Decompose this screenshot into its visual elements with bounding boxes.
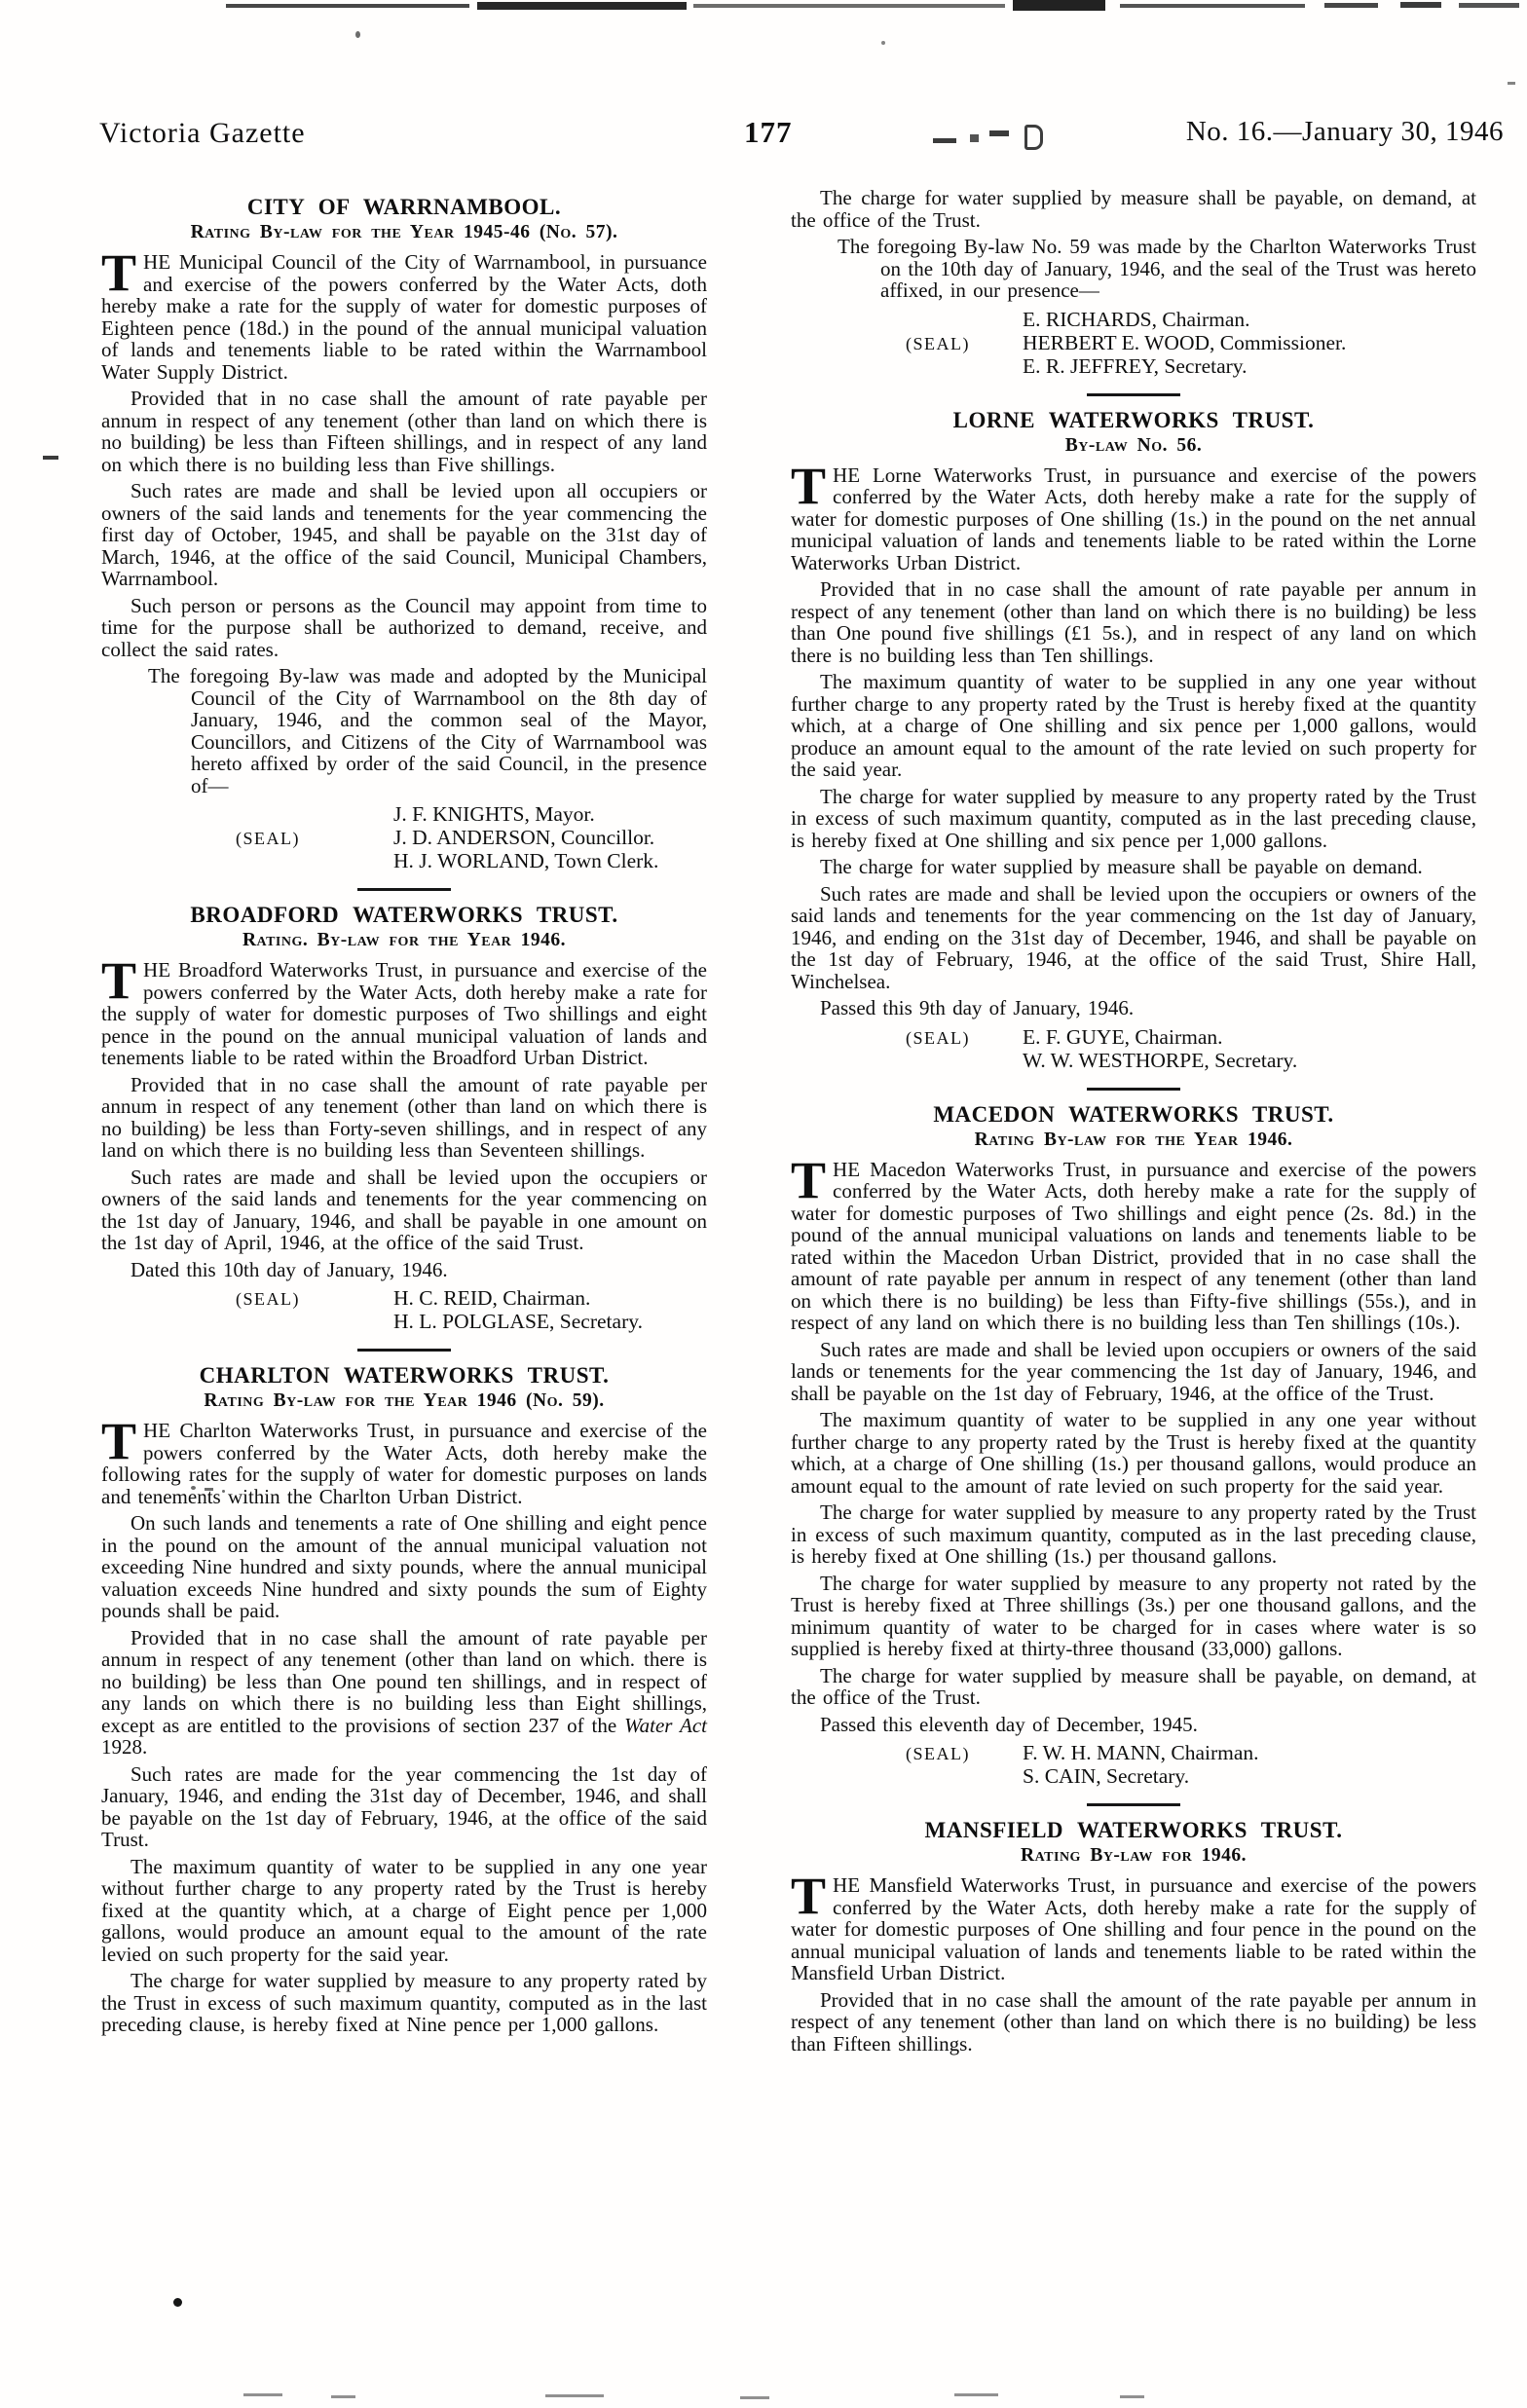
section-divider (1087, 393, 1180, 396)
paragraph (791, 1339, 1476, 1405)
scan-artifact (331, 2395, 355, 2398)
signature-block (791, 1025, 1476, 1072)
text-columns (101, 187, 1476, 2059)
drop-cap: T (791, 1867, 827, 1925)
paragraph-text: HE Macedon Waterworks Trust, in pursuance and exercise of the powers conferred by the Water Acts, doth hereby make a rate for the supply of water for domestic purposes of Two shillings and eight pence (2s. 8d.) in the pound of the annual municipal valuations on lands and tenements liable to be rated within the Macedon Urban District, provided that in no case shall the amount of rate payable per annum in respect of any tenement (other than land on which there is no building) be less than Fifty-five shillings (55s.), and in respect of any land on which there is no building less than Ten shillings (10s.). (791, 1157, 1476, 1334)
section-title: BROADFORD WATERWORKS TRUST. (190, 903, 618, 927)
paragraph-text: Such rates are made for the year commencing the 1st day of January, 1946, and ending the 31st day of December, 1946, and shall be payable on the 1st day of February, 1946, at the office of the said Trust. (101, 1761, 707, 1851)
drop-cap: T (791, 1150, 827, 1209)
paragraph (791, 671, 1476, 781)
scan-artifact (1013, 0, 1105, 11)
section-title: LORNE WATERWORKS TRUST. (952, 407, 1315, 432)
scan-artifact (1120, 2395, 1144, 2398)
scan-artifact (1024, 125, 1043, 150)
drop-cap: T (101, 1412, 137, 1470)
section-subtitle: Rating. By-law for the Year 1946. (242, 930, 567, 950)
signatory-name: F. W. H. MANN, Chairman. (1023, 1741, 1259, 1764)
section-divider (357, 888, 451, 891)
drop-cap: T (101, 243, 137, 302)
section-divider (357, 1349, 451, 1352)
paragraph (101, 388, 707, 475)
attestation-paragraph (148, 664, 707, 797)
signatory-name: J. D. ANDERSON, Councillor. (393, 826, 655, 849)
signatory-name: H. L. POLGLASE, Secretary. (393, 1310, 643, 1333)
section-subtitle: Rating By-law for the Year 1945-46 (No. 57). (190, 222, 618, 242)
paragraph (791, 1150, 1476, 1334)
paragraph (101, 595, 707, 661)
paragraph (791, 786, 1476, 852)
scan-artifact (1459, 3, 1519, 8)
paragraph-text: Such person or persons as the Council may appoint from time to time for the purpose shall be authorized to demand, receive, and collect the said rates. (101, 593, 707, 661)
paragraph-text: The charge for water supplied by measure to any property rated by the Trust in excess of such maximum quantity, computed as in the last preceding clause, is hereby fixed at One shilling and six pence per 1,000 gallons. (791, 784, 1476, 852)
act-name-italic: Water Act (624, 1713, 707, 1737)
section-title: MACEDON WATERWORKS TRUST. (933, 1101, 1334, 1127)
paragraph (791, 1501, 1476, 1568)
paragraph-text: Passed this 9th day of January, 1946. (820, 996, 1135, 1019)
section-title: CITY OF WARRNAMBOOL. (246, 195, 562, 219)
scan-artifact (933, 138, 956, 143)
scan-artifact (1324, 3, 1378, 8)
paragraph-text: The maximum quantity of water to be supplied in any one year without further charge to any property rated by the Trust is hereby fixed at the quantity which, at a charge of Eight pence per 1,000 gallons, would produce an amount equal to the amount of the rate levied on such property for the said year. (101, 1854, 707, 1966)
paragraph-text: HE Mansfield Waterworks Trust, in pursuance and exercise of the powers conferred by the Water Acts, doth hereby make a rate for the supply of water for domestic purposes of One shilling and four pence in the pound on the annual municipal valuation of lands and tenements liable to be rated within the Mansfield Urban District. (791, 1873, 1476, 1984)
issue-info: No. 16.—January 30, 1946 (1185, 116, 1504, 147)
signatory-name: H. J. WORLAND, Town Clerk. (393, 849, 659, 872)
seal-label: (SEAL) (906, 1027, 970, 1048)
scan-artifact (243, 2393, 282, 2396)
scan-artifact (1508, 82, 1515, 85)
section-title: MANSFIELD WATERWORKS TRUST. (924, 1818, 1343, 1842)
paragraph-text: Such rates are made and shall be levied upon all occupiers or owners of the said lands and tenements for the year commencing the first day of October, 1945, and shall be payable on the 31st day of March, 1946, at the office of the said Council, Municipal Chambers, Warrnambool. (101, 479, 707, 590)
seal-label: (SEAL) (906, 1744, 970, 1763)
paragraph (101, 1856, 707, 1966)
signatory-name: J. F. KNIGHTS, Mayor. (393, 802, 595, 826)
paragraph (101, 243, 707, 384)
drop-cap: T (101, 951, 137, 1010)
paragraph (101, 1167, 707, 1254)
paragraph (791, 856, 1476, 878)
signature-block (791, 308, 1476, 378)
paragraph-text: The charge for water supplied by measure to any property rated by the Trust in excess of such maximum quantity, computed as in the last preceding clause, is hereby fixed at One shilling (1s.) per thousand gallons. (791, 1500, 1476, 1568)
signatory-name: H. C. REID, Chairman. (393, 1286, 591, 1310)
scan-artifact (355, 31, 360, 38)
signatory-name: W. W. WESTHORPE, Secretary. (1023, 1048, 1298, 1072)
scan-artifact (970, 134, 979, 142)
signatory-name: E. F. GUYE, Chairman. (1023, 1024, 1223, 1049)
scan-artifact (1120, 4, 1305, 8)
paragraph (791, 1665, 1476, 1709)
scan-artifact (954, 2393, 998, 2396)
paragraph-text: HE Lorne Waterworks Trust, in pursuance and exercise of the powers conferred by the Water Acts, doth hereby make a rate for the supply of water for domestic purposes of One shilling (1s.) in the pound on the net annual municipal valuation of lands and tenements liable to be rated within the Lorne Waterworks Urban District. (791, 463, 1476, 574)
paragraph-text: The charge for water supplied by measure shall be payable, on demand, at the office of the Trust. (791, 186, 1476, 232)
scan-artifact (693, 4, 1005, 8)
paragraph (791, 1989, 1476, 2056)
scan-artifact (1400, 2, 1441, 8)
paragraph (791, 1573, 1476, 1660)
seal-label: (SEAL) (906, 333, 970, 353)
scan-artifact (545, 2394, 604, 2397)
paragraph (791, 456, 1476, 574)
scan-artifact (173, 2298, 182, 2307)
signature-block (101, 1286, 707, 1333)
paragraph-text: 1928. (101, 1735, 148, 1759)
paragraph (101, 480, 707, 590)
signature-block (791, 1741, 1476, 1788)
paragraph-text: Provided that in no case shall the amount of rate payable per annum in respect of any tenement (other than land on which. there is no building) be less than One pound ten shillings, and in respect of any lands on which there is no building less than Eight shillings, except as are entitled to the provisions of section 237 of the (101, 1625, 707, 1737)
paragraph (791, 578, 1476, 666)
section-divider (1087, 1803, 1180, 1806)
paragraph-text: Provided that in no case shall the amount of rate payable per annum in respect of any tenement (other than land on which there is no building) be less than One pound five shillings (£1 5s.), and in respect of any land on which there is no building less than Ten shillings. (791, 577, 1476, 667)
paragraph-text: HE Municipal Council of the City of Warrnambool, in pursuance and exercise of the powers conferred by the Water Acts, doth hereby make a rate for the supply of water for domestic purposes of Eighteen pence (18d.) in the pound of the annual municipal valuation of lands and tenements liable to be rated within the Warrnambool Water Supply District. (101, 250, 707, 384)
paragraph-text: Such rates are made and shall be levied upon the occupiers or owners of the said lands and tenements for the year commencing on the 1st day of January, 1946, and ending on the 31st day of December, 1946, and shall be payable on the 1st day of February, 1946, at the office of the said Trust, Shire Hall, Winchelsea. (791, 881, 1476, 993)
seal-label: (SEAL) (236, 829, 300, 848)
dated-line (101, 1259, 707, 1281)
paragraph (791, 1867, 1476, 1984)
section-subtitle: By-law No. 56. (1064, 434, 1203, 456)
scan-artifact (989, 130, 1009, 136)
section-subtitle: Rating By-law for the Year 1946. (974, 1129, 1293, 1150)
paragraph-text: HE Broadford Waterworks Trust, in pursuance and exercise of the powers conferred by the Water Acts, doth hereby make a rate for the supply of water for domestic purposes of Two shillings and eight pence in the pound on the annual municipal valuation of lands and tenements liable to be rated within the Broadford Urban District. (101, 958, 707, 1069)
paragraph-text: The maximum quantity of water to be supplied in any one year without further charge to any property rated by the Trust is hereby fixed at the quantity which, at a charge of One shilling (1s.) per thousand gallons, would produce an amount equal to the amount of rate levied on such property for the said year. (791, 1408, 1476, 1498)
signatory-name: S. CAIN, Secretary. (1023, 1764, 1190, 1788)
passed-line (791, 997, 1476, 1019)
section-divider (1087, 1088, 1180, 1091)
section-subtitle: Rating By-law for the Year 1946 (No. 59). (204, 1390, 605, 1411)
paragraph (101, 1512, 707, 1622)
scan-artifact (740, 2396, 769, 2399)
seal-label: (SEAL) (236, 1289, 300, 1309)
page-number: 177 (744, 115, 793, 149)
paragraph-text: Provided that in no case shall the amount of the rate payable per annum in respect of any tenement (other than land on which there is no building) be less than Fifteen shillings. (791, 1987, 1476, 2056)
passed-line (791, 1714, 1476, 1736)
paragraph-text: Such rates are made and shall be levied upon occupiers or owners of the said lands or tenements for the year commencing the 1st day of January, 1946, and shall be payable on the 1st day of February, 1946, at the office of the Trust. (791, 1337, 1476, 1405)
signatory-name: E. R. JEFFREY, Secretary. (1023, 353, 1248, 378)
paragraph (101, 1074, 707, 1162)
paragraph-text: Passed this eleventh day of December, 1945. (820, 1712, 1198, 1736)
paragraph-text: Such rates are made and shall be levied upon the occupiers or owners of the said lands and tenements for the year commencing on the 1st day of January, 1946, and shall be payable in one amount on the 1st day of April, 1946, at the office of the said Trust. (101, 1165, 707, 1254)
paragraph (791, 187, 1476, 231)
paragraph-text: Provided that in no case shall the amount of rate payable per annum in respect of any tenement (other than land on which there is no building) be less than Forty-seven shillings, and in respect of any land on which there is no building less than Seventeen shillings. (101, 1072, 707, 1162)
paragraph-text: Provided that in no case shall the amount of rate payable per annum in respect of any tenement (other than land on which there is no building) be less than Fifteen shillings, and in respect of any land on which there is no building less than Five shillings. (101, 387, 707, 476)
column-left (101, 187, 707, 2059)
gazette-title: Victoria Gazette (99, 117, 306, 149)
scan-artifact (881, 41, 885, 45)
section-subtitle: Rating By-law for 1946. (1021, 1845, 1247, 1866)
paragraph (101, 1763, 707, 1851)
paragraph-text: The charge for water supplied by measure to any property rated by the Trust in excess of such maximum quantity, computed as in the last preceding clause, is hereby fixed at Nine pence per 1,000 gallons. (101, 1969, 707, 2036)
scan-artifact (43, 456, 58, 460)
drop-cap: T (791, 456, 827, 515)
paragraph-text: On such lands and tenements a rate of One shilling and eight pence in the pound on the amount of the annual municipal valuation not exceeding Nine hundred and sixty pounds, where the annual municipal valuation exceeds Nine hundred and sixty pounds the sum of Eighty pounds shall be paid. (101, 1511, 707, 1622)
paragraph (101, 1412, 707, 1508)
signatory-name: E. RICHARDS, Chairman. (1023, 307, 1250, 331)
paragraph-text: The foregoing By-law was made and adopted by the Municipal Council of the City of Warrnambool on the 8th day of January, 1946, and the common seal of the Mayor, Councillors, and Citizens of the City of Warrnambool was hereto affixed by order of the said Council, in the presence of— (148, 664, 707, 797)
signature-block (101, 802, 707, 872)
paragraph-text: The maximum quantity of water to be supplied in any one year without further charge to any property rated by the Trust is hereby fixed at the quantity which, at a charge of One shilling and six pence per 1,000 gallons, would produce an amount equal to the amount of the rate levied on such property for the said year. (791, 670, 1476, 781)
column-right (791, 187, 1476, 2059)
signatory-name: HERBERT E. WOOD, Commissioner. (1023, 330, 1347, 354)
paragraph-text: The charge for water supplied by measure shall be payable, on demand, at the office of the Trust. (791, 1663, 1476, 1709)
paragraph-text: The charge for water supplied by measure to any property not rated by the Trust is hereby fixed at Three shillings (3s.) per one thousand gallons, and the minimum quantity of water to be charged for in cases where water is so supplied is hereby fixed at thirty-three thousand (33,000) gallons. (791, 1571, 1476, 1660)
scan-artifact (477, 2, 687, 10)
paragraph-text: Dated this 10th day of January, 1946. (130, 1257, 448, 1281)
paragraph (101, 1627, 707, 1759)
paragraph (791, 1409, 1476, 1497)
paragraph-text: The foregoing By-law No. 59 was made by the Charlton Waterworks Trust on the 10th day of January, 1946, and the seal of the Trust was hereto affixed, in our presence— (838, 235, 1476, 302)
paragraph (791, 883, 1476, 993)
scan-artifact (226, 4, 469, 8)
paragraph-text: HE Charlton Waterworks Trust, in pursuance and exercise of the powers conferred by the Water Acts, doth hereby make the following rates for the supply of water for domestic purposes on lands and tenements within the Charlton Urban District. (101, 1419, 707, 1508)
paragraph (101, 1970, 707, 2036)
paragraph-text: The charge for water supplied by measure shall be payable on demand. (820, 855, 1423, 878)
section-title: CHARLTON WATERWORKS TRUST. (199, 1363, 610, 1388)
attestation-paragraph (838, 235, 1476, 302)
paragraph (101, 951, 707, 1069)
